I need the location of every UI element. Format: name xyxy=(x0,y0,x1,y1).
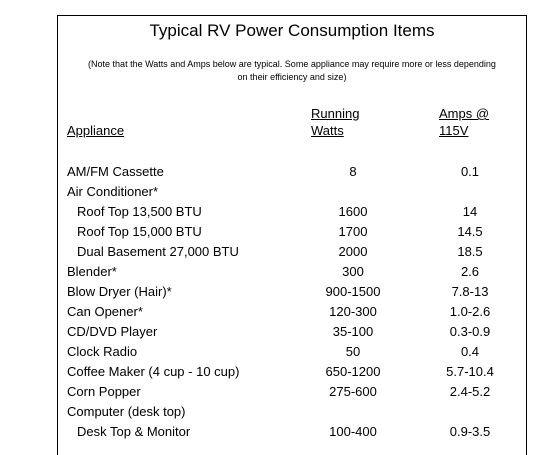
column-header-appliance xyxy=(67,122,124,139)
table-row xyxy=(58,282,526,302)
table-row xyxy=(58,202,526,222)
running-watts-value: 50 xyxy=(345,344,361,359)
appliance-name: Dual Basement 27,000 BTU xyxy=(77,244,239,259)
table-row xyxy=(58,322,526,342)
appliance-name: Computer (desk top) xyxy=(67,404,186,419)
table-row xyxy=(58,382,526,402)
running-watts-value: 100-400 xyxy=(329,424,377,439)
amps-value: 14 xyxy=(462,204,478,219)
column-header-appliance-label: Appliance xyxy=(67,123,125,138)
appliance-name: Can Opener* xyxy=(67,304,143,319)
appliance-name: Desk Top & Monitor xyxy=(77,424,191,439)
amps-value: 1.0-2.6 xyxy=(449,304,491,319)
amps-value: 2.4-5.2 xyxy=(449,384,491,399)
table-row xyxy=(58,422,526,442)
table-row xyxy=(58,302,526,322)
column-header-watts-line-1: Running xyxy=(311,106,360,121)
column-header-watts-line-2: Watts xyxy=(311,123,344,138)
amps-value: 7.8-13 xyxy=(451,284,489,299)
column-header-running-watts xyxy=(311,105,359,139)
running-watts-value: 1700 xyxy=(338,224,368,239)
note-line-2: on their efficiency and size) xyxy=(237,72,347,82)
table-row xyxy=(58,342,526,362)
table-row xyxy=(58,162,526,182)
table-row xyxy=(58,222,526,242)
appliance-name: Corn Popper xyxy=(67,384,141,399)
page-title: Typical RV Power Consumption Items xyxy=(149,21,435,40)
table-row xyxy=(58,182,526,202)
appliance-name: CD/DVD Player xyxy=(67,324,158,339)
amps-value: 0.4 xyxy=(460,344,480,359)
table-row xyxy=(58,402,526,422)
appliance-name: Blender* xyxy=(67,264,117,279)
column-header-amps-line-2: 115V xyxy=(439,123,469,138)
amps-value: 2.6 xyxy=(460,264,480,279)
column-header-amps xyxy=(439,105,489,139)
appliance-name: Coffee Maker (4 cup - 10 cup) xyxy=(67,364,240,379)
table-row xyxy=(58,362,526,382)
appliance-name: AM/FM Cassette xyxy=(67,164,164,179)
column-header-amps-line-1: Amps @ xyxy=(439,106,490,121)
running-watts-value: 1600 xyxy=(338,204,368,219)
appliance-name: Blow Dryer (Hair)* xyxy=(67,284,172,299)
running-watts-value: 120-300 xyxy=(329,304,377,319)
running-watts-value: 275-600 xyxy=(329,384,377,399)
note-line-1: (Note that the Watts and Amps below are typical. Some appliance may require more or less depending xyxy=(88,59,496,69)
amps-value: 5.7-10.4 xyxy=(446,364,494,379)
appliance-name: Clock Radio xyxy=(67,344,138,359)
table-row xyxy=(58,242,526,262)
table-row xyxy=(58,262,526,282)
running-watts-value: 650-1200 xyxy=(325,364,381,379)
amps-value: 14.5 xyxy=(457,224,483,239)
amps-value: 0.1 xyxy=(460,164,480,179)
appliance-table xyxy=(58,162,526,442)
appliance-name: Roof Top 13,500 BTU xyxy=(77,204,202,219)
running-watts-value: 8 xyxy=(349,164,357,179)
appliance-name: Roof Top 15,000 BTU xyxy=(77,224,202,239)
amps-value: 0.9-3.5 xyxy=(449,424,491,439)
note-text xyxy=(58,58,526,84)
running-watts-value: 300 xyxy=(342,264,364,279)
appliance-name: Air Conditioner* xyxy=(67,184,159,199)
amps-value: 18.5 xyxy=(457,244,483,259)
running-watts-value: 2000 xyxy=(338,244,368,259)
running-watts-value: 900-1500 xyxy=(325,284,381,299)
power-consumption-sheet xyxy=(57,15,527,455)
amps-value: 0.3-0.9 xyxy=(449,324,491,339)
running-watts-value: 35-100 xyxy=(332,324,374,339)
